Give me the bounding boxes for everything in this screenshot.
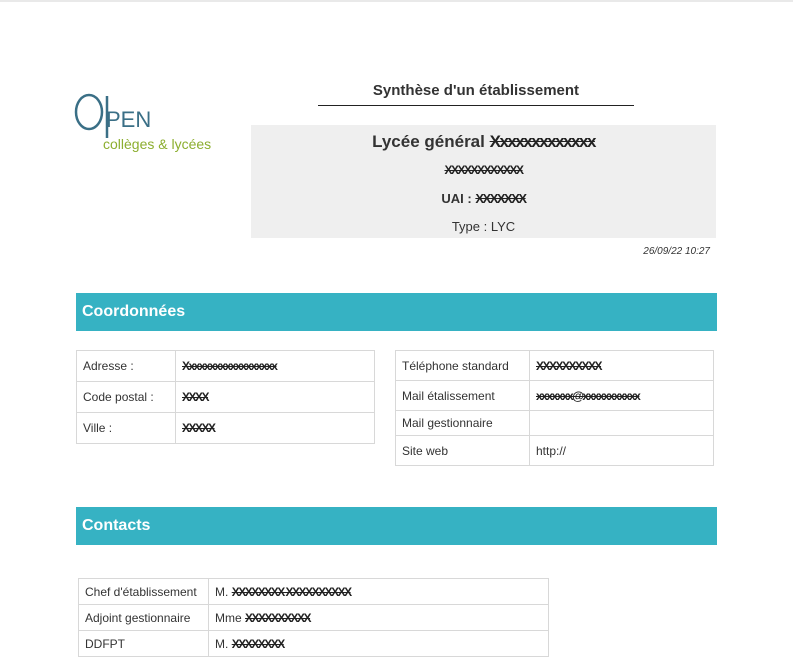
postal-code-redacted: XXXX xyxy=(182,390,209,404)
establishment-address xyxy=(251,163,716,177)
page-title: Synthèse d'un établissement xyxy=(318,82,634,106)
mail-manager-label: Mail gestionnaire xyxy=(396,411,530,436)
establishment-type: Type : LYC xyxy=(451,219,516,234)
table-row xyxy=(396,411,714,436)
phone-label: Téléphone standard xyxy=(396,351,530,381)
table-row xyxy=(77,351,375,382)
establishment-name-prefix: Lycée général xyxy=(372,132,485,151)
establishment-uai xyxy=(251,191,716,206)
logo-pen-text: PEN xyxy=(106,107,152,132)
uai-redacted: XXXXXXX xyxy=(475,191,526,206)
mail-manager-value xyxy=(530,411,714,436)
contacts-table xyxy=(78,578,549,657)
logo-subtitle: collèges & lycées xyxy=(103,136,212,152)
table-row xyxy=(79,579,549,605)
contact-ddfpt xyxy=(209,631,549,657)
address-label: Adresse : xyxy=(77,351,176,382)
contact-title: M. xyxy=(215,636,229,651)
website-value[interactable]: http:// xyxy=(530,436,714,466)
phone-redacted: XXXXXXXXXX xyxy=(536,358,602,373)
table-row xyxy=(396,436,714,466)
address-redacted: Xxxxxxxxxxxxxxxxxx xyxy=(182,359,277,373)
table-row xyxy=(396,381,714,411)
contact-principal xyxy=(209,579,549,605)
role-ddfpt: DDFPT xyxy=(79,631,209,657)
phone-value xyxy=(530,351,714,381)
establishment-name xyxy=(251,132,716,152)
table-row xyxy=(396,351,714,381)
postal-code-value xyxy=(176,382,375,413)
generated-timestamp: 26/09/22 10:27 xyxy=(643,246,710,257)
address-value xyxy=(176,351,375,382)
role-principal: Chef d'établissement xyxy=(79,579,209,605)
table-row xyxy=(79,605,549,631)
table-row xyxy=(77,382,375,413)
contact-name-redacted: XXXXXXXXXX xyxy=(245,610,311,625)
contact-title: Mme xyxy=(215,610,242,625)
role-deputy-manager: Adjoint gestionnaire xyxy=(79,605,209,631)
mail-establishment-label: Mail étalissement xyxy=(396,381,530,411)
uai-label: UAI : xyxy=(441,191,472,206)
establishment-name-redacted: Xxxxxxxxxxxxx xyxy=(489,132,595,151)
contact-name-redacted: XXXXXXXX XXXXXXXXXX xyxy=(231,584,351,599)
open-logo xyxy=(74,92,234,156)
section-coordonnees: Coordonnées xyxy=(76,293,717,331)
contact-deputy-manager xyxy=(209,605,549,631)
mail-establishment-value[interactable] xyxy=(530,381,714,411)
mail-establishment-redacted[interactable]: xxxxxxx@xxxxxxxxxxx xyxy=(536,388,640,403)
city-value xyxy=(176,413,375,444)
city-label: Ville : xyxy=(77,413,176,444)
contact-name-redacted: XXXXXXXX xyxy=(231,636,284,651)
city-redacted: XXXXX xyxy=(182,421,215,435)
table-row xyxy=(79,631,549,657)
establishment-address-redacted: XXXXXXXXXXXX xyxy=(444,163,523,177)
section-contacts: Contacts xyxy=(76,507,717,545)
logo-o-shape xyxy=(74,92,110,140)
address-table xyxy=(76,350,375,444)
establishment-card xyxy=(251,125,716,238)
contact-info-table xyxy=(395,350,714,466)
website-label: Site web xyxy=(396,436,530,466)
postal-code-label: Code postal : xyxy=(77,382,176,413)
contact-title: M. xyxy=(215,584,229,599)
table-row xyxy=(77,413,375,444)
top-divider xyxy=(0,0,793,2)
